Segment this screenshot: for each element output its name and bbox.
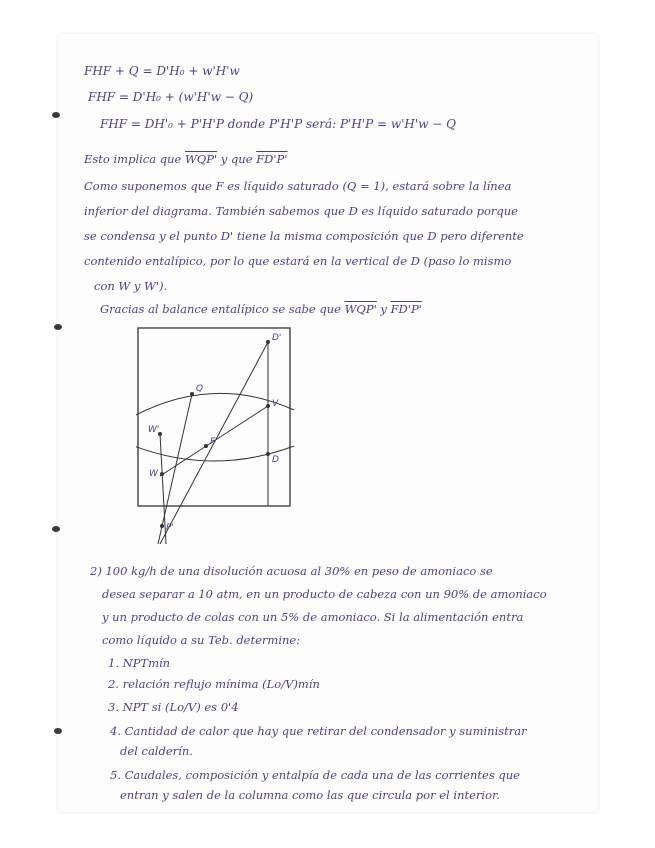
punch-hole (52, 112, 60, 118)
problem-line-2: desea separar a 10 atm, en un producto de cabeza con un 90% de amoniaco (102, 587, 547, 601)
label-w: W (149, 469, 158, 479)
paragraph-line-2: inferior del diagrama. También sabemos que D es líquido saturado porque (84, 204, 518, 218)
line-implica (84, 152, 287, 166)
point-p-prime (160, 524, 164, 528)
point-d (266, 452, 270, 456)
punch-hole (52, 526, 60, 532)
point-q (190, 392, 194, 396)
label-w-prime: W' (148, 425, 160, 435)
item-4-line-1: 4. Cantidad de calor que hay que retirar del condensador y suministrar (110, 724, 527, 738)
enthalpy-composition-diagram (136, 326, 296, 548)
text: Gracias al balance entalípico se sabe que (100, 302, 345, 316)
label-f: F (210, 437, 216, 447)
formula-1: FHF + Q = D'H₀ + w'H'w (84, 64, 240, 78)
label-d: D (272, 455, 279, 465)
paragraph-line-4: contenido entalípico, por lo que estará en la vertical de D (paso lo mismo (84, 254, 512, 268)
problem-line-1: 2) 100 kg/h de una disolución acuosa al 30% en peso de amoniaco se (90, 564, 493, 578)
label-d-prime: D' (272, 333, 282, 343)
vapor-saturation-curve (136, 393, 294, 416)
item-5-line-1: 5. Caudales, composición y entalpía de cada una de las corrientes que (110, 768, 520, 782)
liquid-saturation-curve (136, 446, 294, 461)
text: y que (217, 152, 257, 166)
notebook-page (58, 34, 598, 812)
label-q: Q (196, 384, 204, 394)
point-d-prime (266, 340, 270, 344)
item-1: 1. NPTmín (108, 656, 171, 670)
problem-line-4: como líquido a su Teb. determine: (102, 633, 301, 647)
paragraph-line-1: Como suponemos que F es líquido saturado (Q = 1), estará sobre la línea (84, 179, 512, 193)
punch-hole (54, 728, 62, 734)
segment-wqp: WQP' (344, 302, 377, 316)
formula-2: FHF = D'H₀ + (w'H'w − Q) (88, 90, 254, 104)
text: y (376, 302, 391, 316)
punch-hole (54, 324, 62, 330)
segment-wqp: WQP' (184, 152, 218, 166)
text: Esto implica que (84, 152, 185, 166)
point-f (204, 444, 208, 448)
problem-line-3: y un producto de colas con un 5% de amoniaco. Si la alimentación entra (102, 610, 524, 624)
item-3: 3. NPT si (Lo/V) es 0'4 (108, 700, 239, 714)
formula-3: FHF = DH'₀ + P'H'P donde P'H'P será: P'H'P = w'H'w − Q (100, 117, 456, 131)
line-balance (100, 302, 422, 316)
diagram-frame (138, 328, 290, 506)
point-v (266, 404, 270, 408)
item-4-line-2: del calderín. (120, 744, 193, 758)
paragraph-line-3: se condensa y el punto D' tiene la misma composición que D pero diferente (84, 229, 524, 243)
point-w (160, 472, 164, 476)
item-2: 2. relación reflujo mínima (Lo/V)mín (108, 677, 320, 691)
line-q-p (158, 394, 192, 544)
paragraph-line-5: con W y W'). (94, 279, 168, 293)
item-5-line-2: entran y salen de la columna como las que circula por el interior. (120, 788, 500, 802)
label-v: V (272, 399, 279, 409)
segment-fdp: FD'P' (256, 152, 288, 166)
label-p-prime: P' (166, 523, 174, 533)
segment-fdp: FD'P' (390, 302, 422, 316)
